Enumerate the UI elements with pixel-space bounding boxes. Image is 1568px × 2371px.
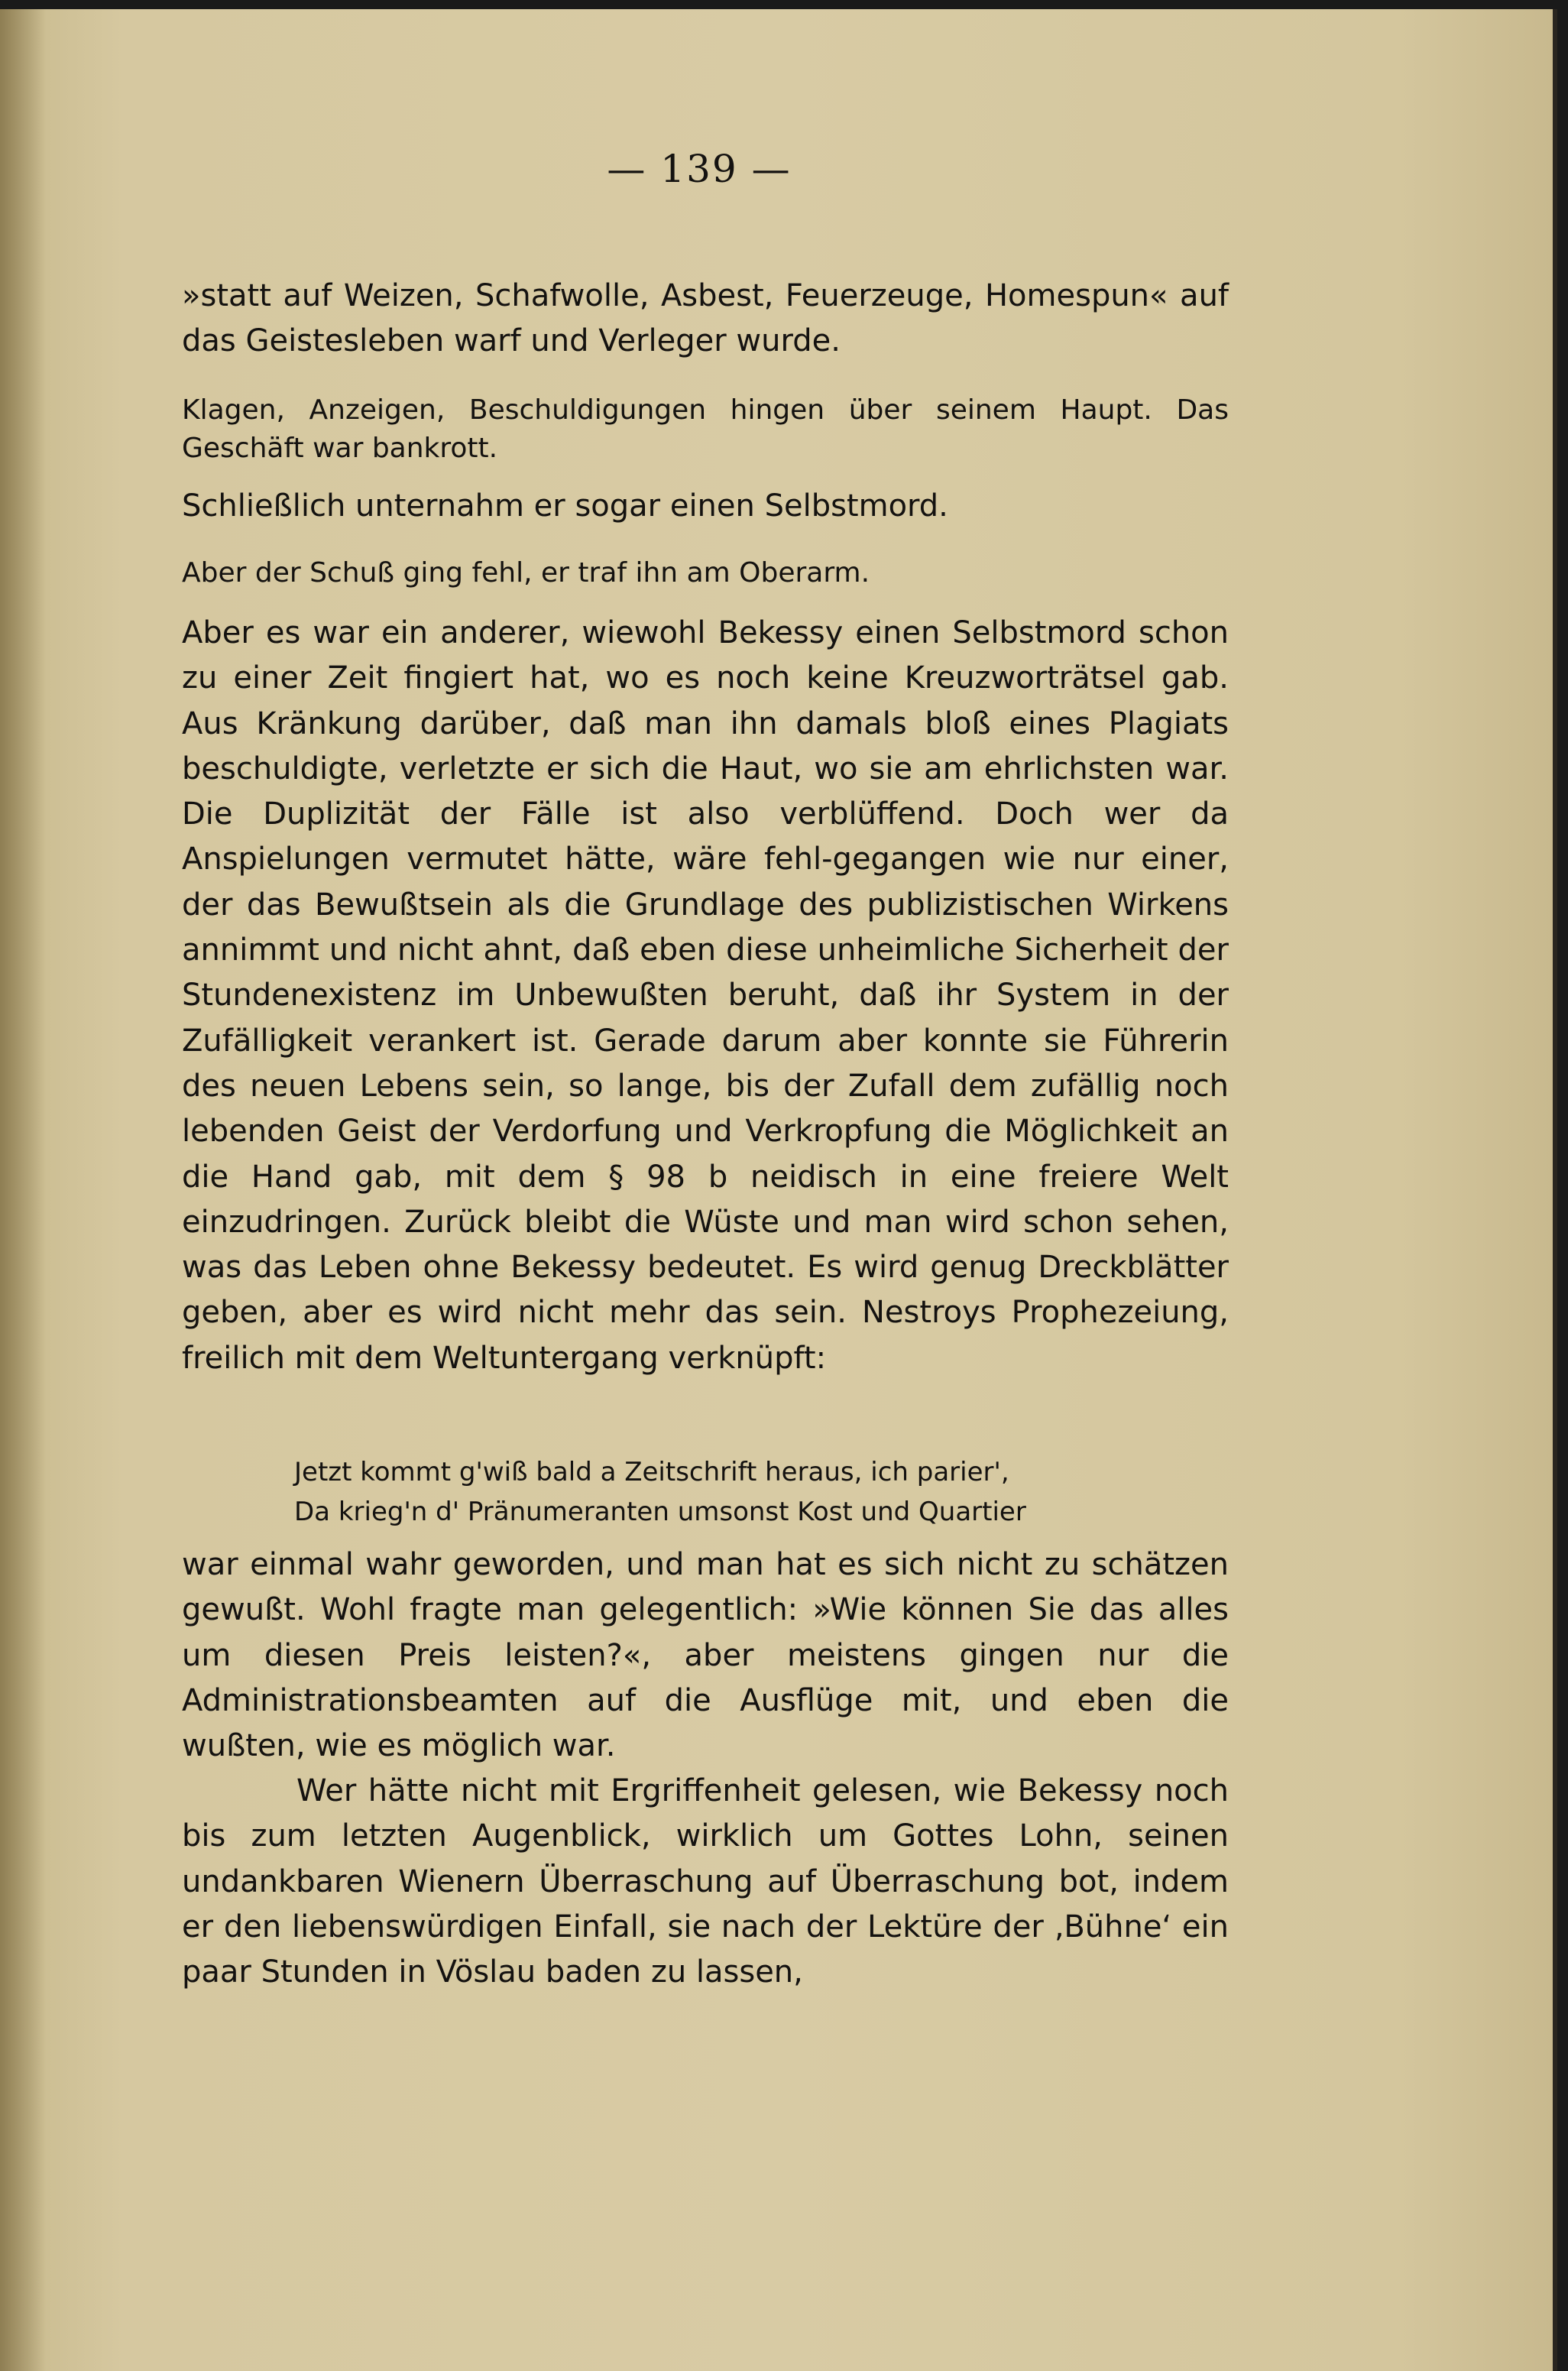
spine-shadow	[0, 9, 46, 2371]
paragraph-7	[182, 1769, 1229, 1995]
verse-quote	[294, 1452, 1211, 1532]
paragraph-2: Klagen, Anzeigen, Beschuldigungen hingen über seinem Haupt. Das Geschäft war bankrott.	[182, 394, 1229, 464]
paragraph-7-text: Wer hätte nicht mit Ergriffenheit gelesen, wie Bekessy noch bis zum letzten Augenblick, wirklich um Gottes Lohn, seinen undankbaren Wienern Überraschung auf Überraschung bot, indem er den liebenswürdigen Einfall, sie nach der Lektüre der ‚Bühne‘ ein paar Stunden in Vöslau baden zu lassen,	[182, 1773, 1229, 1990]
paragraph-1: »statt auf Weizen, Schafwolle, Asbest, Feuerzeuge, Homespun« auf das Geistesleben warf und Verleger wurde.	[182, 278, 1229, 358]
book-page	[0, 9, 1557, 2371]
verse-line-2: Da krieg'n d' Pränumeranten umsonst Kost und Quartier	[294, 1497, 1026, 1527]
paragraph-5: Aber es war ein anderer, wiewohl Bekessy einen Selbstmord schon zu einer Zeit fingiert hat, wo es noch keine Kreuzworträtsel gab. Aus Kränkung darüber, daß man ihn damals bloß eines Plagiats beschuldigte, verletzte er sich die Haut, wo sie am ehrlichsten war. Die Duplizität der Fälle ist also verblüffend. Doch wer da Anspielungen vermutet hätte, wäre fehl-gegangen wie nur einer, der das Bewußtsein als die Grundlage des publizistischen Wirkens annimmt und nicht ahnt, daß eben diese unheimliche Sicherheit der Stundenexistenz im Unbewußten beruht, daß ihr System in der Zufälligkeit verankert ist. Gerade darum aber konnte sie Führerin des neuen Lebens sein, so lange, bis der Zufall dem zufällig noch lebenden Geist der Verdorfung und Verkropfung die Möglichkeit an die Hand gab, mit dem § 98 b neidisch in eine freiere Welt einzudringen. Zurück bleibt die Wüste und man wird schon sehen, was das Leben ohne Bekessy bedeutet. Es wird genug Dreckblätter geben, aber es wird nicht mehr das sein. Nestroys Prophezeiung, freilich mit dem Weltuntergang verknüpft:	[182, 615, 1229, 1376]
paragraph-4: Aber der Schuß ging fehl, er traf ihn am Oberarm.	[182, 557, 870, 589]
paragraph-6: war einmal wahr geworden, und man hat es sich nicht zu schätzen gewußt. Wohl fragte man gelegentlich: »Wie können Sie das alles um diesen Preis leisten?«, aber meistens gingen nur die Administrationsbeamten auf die Ausflüge mit, und eben die wußten, wie es möglich war.	[182, 1547, 1229, 1764]
paragraph-3: Schließlich unternahm er sogar einen Selbstmord.	[182, 488, 948, 524]
page-number: — 139 —	[607, 147, 792, 191]
verse-line-1: Jetzt kommt g'wiß bald a Zeitschrift heraus, ich parier',	[294, 1457, 1009, 1487]
